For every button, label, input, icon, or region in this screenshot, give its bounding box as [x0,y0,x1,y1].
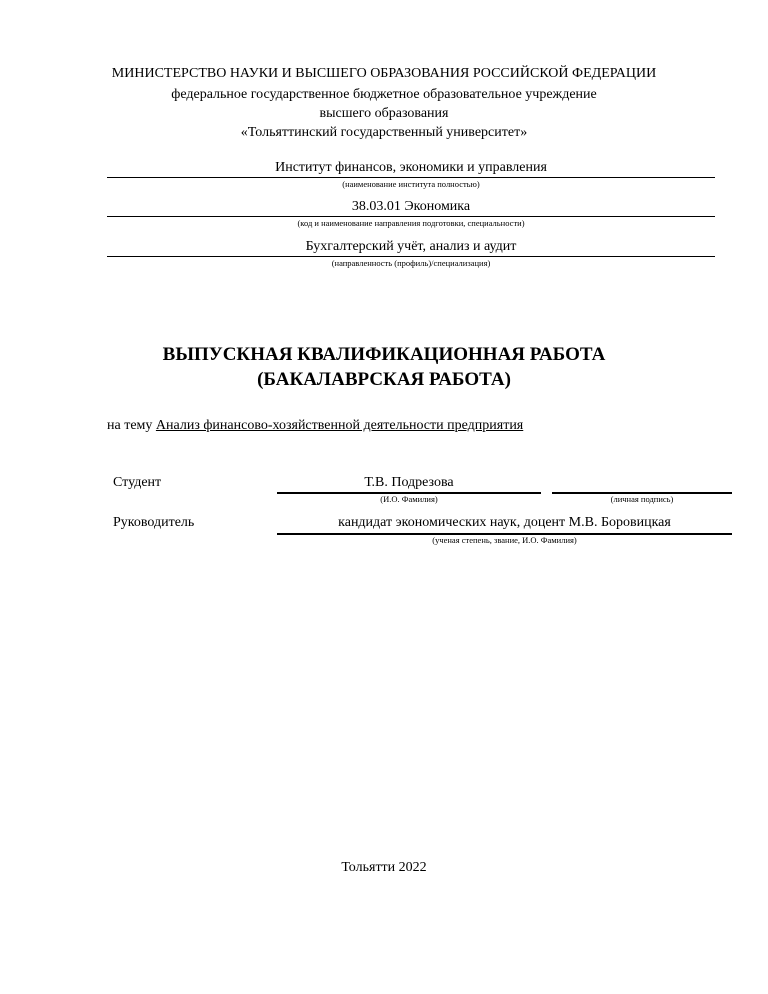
student-name-caption: (И.О. Фамилия) [380,494,438,504]
work-title-line-2: (БАКАЛАВРСКАЯ РАБОТА) [257,369,511,390]
student-name: Т.В. Подрезова [364,475,454,490]
profile-rule [107,256,715,257]
institute-caption: (наименование института полностью) [342,179,480,189]
topic-line [107,418,523,434]
org-type-line-1: федеральное государственное бюджетное образовательное учреждение [171,87,597,102]
supervisor-name: кандидат экономических наук, доцент М.В. Боровицкая [338,515,671,530]
topic-prefix: на тему [107,418,153,433]
org-type-line-2: высшего образования [319,106,449,121]
direction-caption: (код и наименование направления подготовки, специальности) [297,218,525,228]
institute-rule [107,177,715,178]
supervisor-label: Руководитель [113,515,195,530]
direction-name: 38.03.01 Экономика [351,199,471,214]
topic-value: Анализ финансово-хозяйственной деятельности предприятия [155,418,524,433]
work-title-line-1: ВЫПУСКНАЯ КВАЛИФИКАЦИОННАЯ РАБОТА [162,344,606,365]
ministry-heading: МИНИСТЕРСТВО НАУКИ И ВЫСШЕГО ОБРАЗОВАНИЯ РОССИЙСКОЙ ФЕДЕРАЦИИ [111,66,657,81]
university-name: «Тольяттинский государственный университет» [240,125,528,140]
direction-rule [107,216,715,217]
profile-name: Бухгалтерский учёт, анализ и аудит [305,239,517,254]
supervisor-caption: (ученая степень, звание, И.О. Фамилия) [432,535,577,545]
institute-name: Институт финансов, экономики и управления [275,160,547,175]
student-label: Студент [113,475,162,490]
city-year: Тольятти 2022 [341,860,427,875]
student-signature-caption: (личная подпись) [610,494,674,504]
profile-caption: (направленность (профиль)/специализация) [331,258,491,268]
